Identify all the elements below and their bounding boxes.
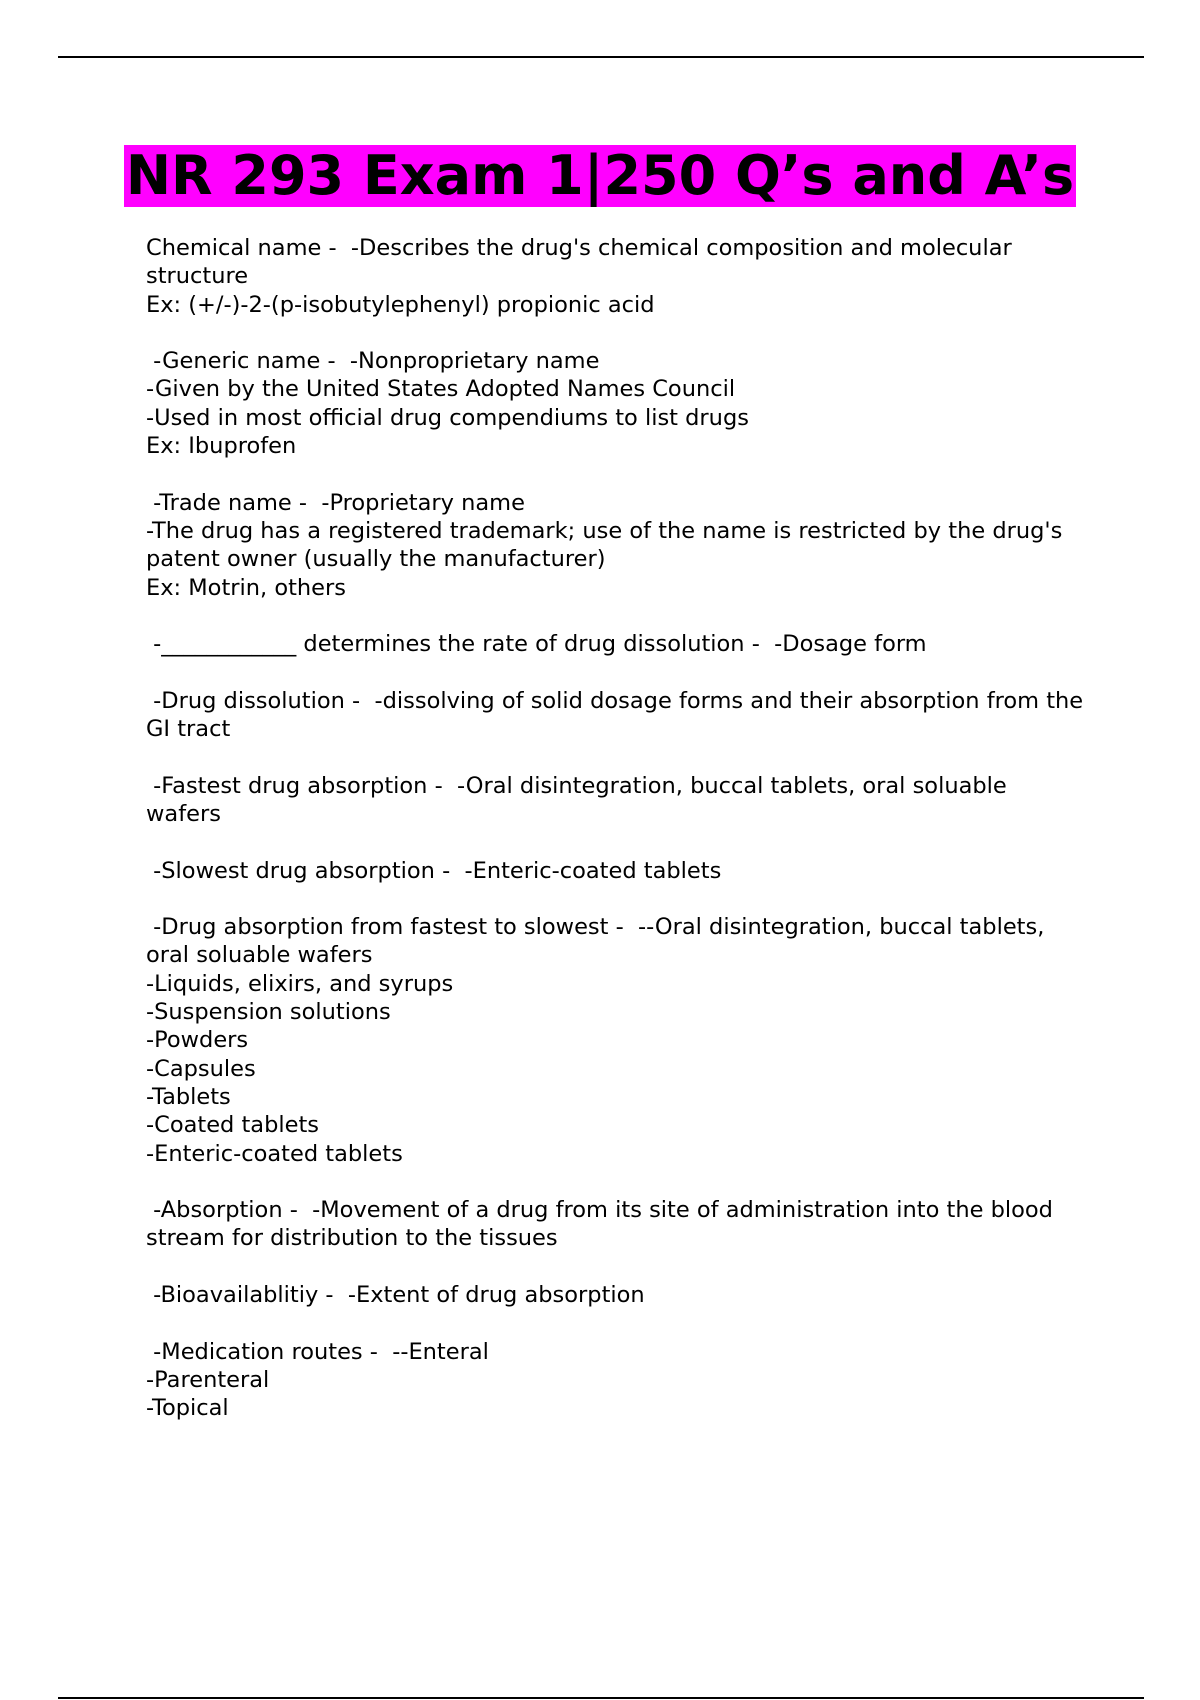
qa-entry — [146, 234, 1086, 319]
top-divider — [58, 56, 1144, 58]
entry-line: -Enteric-coated tablets — [146, 1140, 403, 1167]
entry-line: -Powders — [146, 1027, 249, 1054]
entry-line: -____________ determines the rate of drug dissolution - -Dosage form — [146, 631, 927, 658]
entry-line: -Used in most official drug compendiums to list drugs — [146, 404, 749, 431]
qa-entry — [146, 630, 1086, 658]
entry-line: Chemical name - -Describes the drug's chemical composition and molecular structure — [146, 235, 1019, 290]
entry-line: -Suspension solutions — [146, 999, 391, 1026]
entry-line: -Slowest drug absorption - -Enteric-coated tablets — [146, 857, 722, 884]
document-title: NR 293 Exam 1|250 Q’s and A’s — [125, 144, 1075, 207]
entry-line: -Parenteral — [146, 1366, 270, 1393]
title-container — [0, 145, 1200, 207]
entry-line: -Drug dissolution - -dissolving of solid dosage forms and their absorption from the GI tract — [146, 687, 1091, 743]
entry-line: -Generic name - -Nonproprietary name — [146, 348, 600, 375]
document-body — [146, 234, 1091, 1451]
entry-line: -Given by the United States Adopted Names Council — [146, 376, 736, 403]
entry-line: -Liquids, elixirs, and syrups — [146, 970, 454, 997]
entry-line: -Bioavailablitiy - -Extent of drug absorption — [146, 1281, 645, 1308]
entry-line: -Trade name - -Proprietary name — [146, 489, 525, 516]
entry-line: Ex: (+/-)-2-(p-isobutylephenyl) propionic acid — [146, 291, 655, 318]
entry-line: -Capsules — [146, 1055, 256, 1082]
qa-entry — [146, 1196, 1086, 1253]
qa-entry — [146, 913, 1086, 1168]
bottom-divider — [58, 1697, 1144, 1699]
qa-entry — [146, 772, 1086, 829]
qa-entry — [146, 687, 1091, 744]
qa-entry — [146, 347, 1086, 460]
entry-line: Ex: Ibuprofen — [146, 433, 297, 460]
entry-line: -Coated tablets — [146, 1112, 320, 1139]
entry-line: -The drug has a registered trademark; use of the name is restricted by the drug's patent owner (usually the manufacturer) — [146, 517, 1070, 573]
entry-line: -Absorption - -Movement of a drug from its site of administration into the blood stream for distribution to the tissues — [146, 1197, 1061, 1252]
qa-entry — [146, 857, 1086, 885]
entry-line: -Medication routes - --Enteral — [146, 1338, 489, 1365]
qa-entry — [146, 489, 1086, 602]
qa-entry — [146, 1338, 1086, 1423]
entry-line: -Fastest drug absorption - -Oral disintegration, buccal tablets, oral soluable wafers — [146, 772, 1014, 827]
qa-entry — [146, 1281, 1086, 1309]
entry-line: Ex: Motrin, others — [146, 574, 346, 601]
entry-line: -Tablets — [146, 1083, 231, 1110]
entry-line: -Topical — [146, 1395, 229, 1422]
entry-line: -Drug absorption from fastest to slowest - --Oral disintegration, buccal tablets, oral soluable wafers — [146, 914, 1052, 969]
